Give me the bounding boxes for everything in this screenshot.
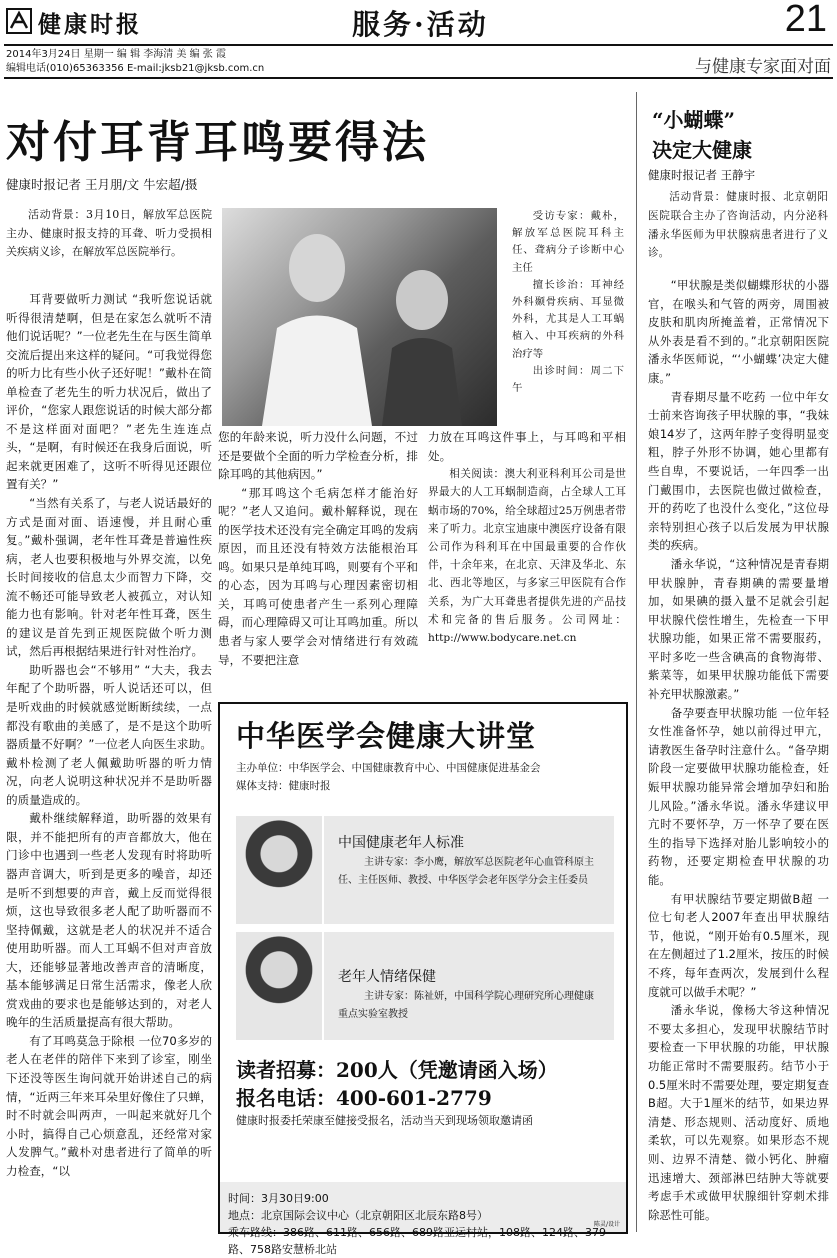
ad-credit: 陈灵/设计 [593, 1221, 620, 1228]
main-col-1 [6, 290, 212, 1180]
talk-1-speaker: 主讲专家：李小鹰，解放军总医院老年心血管科原主任、主任医师、教授、中华医学会老年医学分会主任委员 [338, 857, 594, 886]
talk-2-title: 老年人情绪保健 [338, 969, 436, 985]
exam-photo [222, 208, 497, 426]
paragraph: 有甲状腺结节要定期做B超 一位七旬老人2007年查出甲状腺结节，他说，“刚开始有0.5厘米，现在左侧超过了1.2厘米，按压的时候不疼，每年查两次，发展到什么程度就可以做手术呢？” [648, 891, 829, 999]
date-line: 2014年3月24日 星期一 编 辑 李海清 美 编 张 霞 [6, 49, 226, 60]
expert-info [512, 208, 624, 397]
paragraph: 您的年龄来说，听力没什么问题，不过还是要做个全面的听力学检查分析，排除耳鸣的其他病因。” [218, 430, 418, 482]
page-number: 21 [784, 0, 827, 40]
doctor-child-illustration [222, 208, 497, 426]
paragraph: 戴朴继续解释道，助听器的效果有限，并不能把所有的声音都放大，他在门诊中也遇到一些老人发现有时将助听器声音调大，听到是更多的噪音，却还是听不到想要的声音，戴上反而觉得很烦，这也导致很多老人配了助听器而不坚持佩戴，这就是老人的状况并不适合使用助听器。而人工耳蜗不但对声音放大，还能够显著地改善声音的清晰度，基本能够满足日常生活需求，像老人欣赏戏曲的要求也是能够达到的，对老人晚年的生活质量提高有很大帮助。 [6, 811, 212, 1030]
main-lead [6, 206, 212, 262]
logo-mark-icon [6, 8, 32, 34]
column-divider [636, 92, 637, 1232]
event-time: 时间：3月30日9:00 [228, 1192, 329, 1205]
paragraph: 潘永华说，像杨大爷这种情况不要太多担心，发现甲状腺结节时要检查一下甲状腺的功能，甲状腺功能正常时不需要服药。结节小于0.5厘米时不需要处理，要定期复查B超。大于1厘米的结节，如果边界清楚、形态规则、活动度好、质地柔软，可以先观察。如果形态不规则、边界不清楚、微小钙化、肿瘤迅速增大、颈部淋巴结肿大等就要考虑手术或做甲状腺细针穿刺术排除恶性可能。 [648, 1003, 829, 1222]
paragraph: “当然有关系了，与老人说话最好的方式是面对面、语速慢，并且耐心重复。”戴朴强调，老年性耳聋是普遍性疾病，老人也要积极地与外界交流，以免长时间接收的信息太少而智力下降，交流不畅还可能导致老人被孤立，对认知能力也有影响。针对老年性耳聋，医生的建议是首先到正规医院做个听力测试，然后再根据结果进行针对性治疗。 [6, 496, 212, 659]
talk-1-title: 中国健康老年人标准 [338, 835, 464, 851]
paragraph: 耳背要做听力测试 “我听您说话就听得很清楚啊，但是在家怎么就听不清他们说话呢？”一位老先生在与医生简单交流后提出来这样的疑问。“可我觉得您的听力比有些小伙子还好呢！”戴朴在简单检查了老先生的听力状况后，做出了评价，“您家人跟您说话的时候大部分都不是这样面对面吧？”老先生连连点头，“是啊，有时候还在我身后面说，听起来就更困难了，这听不听得见还跟位置有关？” [6, 292, 212, 492]
paragraph: 助听器也会“不够用” “大夫，我去年配了个助听器，听人说话还可以，但是听戏曲的时候就感觉断断续续，一点都没有歌曲的美感了，是不是这个助听器质量不好啊？”一位老人向医生求助。戴朴检测了老人佩戴助听器的听力情况，向老人说明这种状况并不是助听器的质量造成的。 [6, 662, 212, 807]
side-headline-2: 决定大健康 [652, 138, 752, 162]
paragraph: “那耳鸣这个毛病怎样才能治好呢？”老人又追问。戴朴解释说，现在的医学技术还没有完全确定耳鸣的发病原因，而且还没有特效方法能根治耳鸣。如果只是单纯耳鸣，则要有个平和的心态，因为耳鸣与心理因素密切相关，耳鸣可使患者产生一系列心理障碍，而心理障碍又可让耳鸣加重。所以患者与家人要学会对情绪进行有效疏导，不要把注意 [218, 485, 418, 667]
expert-line: 受访专家：戴朴，解放军总医院耳科主任、聋病分子诊断中心主任 [512, 210, 624, 274]
ad-title: 中华医学会健康大讲堂 [236, 719, 537, 753]
side-body [648, 276, 829, 1224]
speaker-photo-1 [236, 816, 322, 924]
side-lead-text: 活动背景：健康时报、北京朝阳医院联合主办了咨询活动，内分泌科潘永华医师为甲状腺病患者进行了义诊。 [648, 191, 828, 260]
paragraph: 潘永华说，“这种情况是青春期甲状腺肿，青春期碘的需要量增加，如果碘的摄入量不足就会引起甲状腺代偿性增生，先检查一下甲状腺功能，如果正常不需要服药，平时多吃一些含碘高的食物海带、紫菜等，如果甲状腺功能低下需要补充甲状腺激素。” [648, 556, 829, 702]
paragraph: 力放在耳鸣这件事上，与耳鸣和平相处。 [428, 430, 626, 463]
specialty-line: 擅长诊治：耳神经外科颞骨疾病、耳显微外科，尤其是人工耳蜗植入、中耳疾病的外科治疗等 [512, 278, 624, 360]
logo-text: 健康时报 [38, 11, 142, 38]
header-rule [4, 44, 833, 46]
ad-media: 媒体支持：健康时报 [236, 780, 331, 792]
masthead-logo [6, 6, 142, 38]
event-place: 地点：北京国际会议中心（北京朝阳区北辰东路8号） [228, 1209, 488, 1222]
column-banner: 与健康专家面对面 [695, 57, 831, 77]
paragraph: 备孕要查甲状腺功能 一位年轻女性准备怀孕，她以前得过甲亢，请教医生备孕时注意什么。“备孕期阶段一定要做甲状腺功能检查，妊娠甲状腺功能异常会增加孕妇和胎儿风险。”潘永华说。潘永华建议甲亢时不要怀孕，万一怀孕了要在医生的指导下选择对胎儿影响较小的药物，还要定期检查甲状腺的功能。 [648, 705, 829, 887]
related-reading: 相关阅读：澳大利亚科利耳公司是世界最大的人工耳蜗制造商，占全球人工耳蜗市场的70%，给全球超过25万例患者带来了听力。北京宝迪康中澳医疗设备有限公司作为科利耳在中国最重要的合作伙伴，十余年来，在北京、天津及华北、东北、西北等地区，与多家三甲医院有合作关系，为广大耳聋患者提供先进的产品技术和完备的售后服务。公司网址：http://www.bodycare.net.cn [428, 468, 626, 644]
side-byline: 健康时报记者 王静宇 [648, 168, 756, 182]
paragraph: “甲状腺是类似蝴蝶形状的小器官，在喉头和气管的两旁，周围被皮肤和肌肉所掩盖着，正常情况下从外表是看不到的。”北京朝阳医院潘永华医师说，“‘小蝴蝶’决定大健康。” [648, 278, 829, 385]
lecture-ad [218, 702, 628, 1256]
clinic-line: 出诊时间：周二下午 [512, 364, 624, 395]
speaker-photo-2 [236, 932, 322, 1040]
ad-host: 主办单位：中华医学会、中国健康教育中心、中国健康促进基金会 [236, 762, 541, 774]
paragraph: 有了耳鸣莫急于除根 一位70多岁的老人在老伴的陪伴下来到了诊室，刚坐下还没等医生询问就开始讲述自己的病情，“近两三年来耳朵里好像住了只蝉，时不时就会叫两声，一叫起来就好几个小时，搞得自己心烦意乱，还经常对家人发脾气。”戴朴对患者进行了简单的听力检查，“以 [6, 1033, 212, 1178]
event-bus: 乘车路线：386路、611路、656路、689路亚运村站，108路、124路、379路、758路安慧桥北站 [228, 1226, 606, 1256]
talk-1-panel [324, 816, 614, 924]
side-headline-1: “小蝴蝶” [652, 108, 736, 132]
paragraph: 青春期尽量不吃药 一位中年女士前来咨询孩子甲状腺的事，“我妹娘14岁了，这两年脖子变得明显变粗，脖子外形不协调，她心里都有些自卑，不要说话，一年四季一出门戴围巾，去医院也做过做检查，开的药吃了也没什么变化，”这位母亲特别担心孩子以后发展为甲状腺类的疾病。 [648, 389, 829, 553]
recruit-line: 读者招募：200人（凭邀请函入场） [236, 1058, 558, 1082]
main-byline: 健康时报记者 王月朋/文 牛宏超/摄 [6, 177, 198, 192]
section-title: 服务·活动 [352, 8, 489, 41]
ad-note: 健康时报委托荣康至健接受报名，活动当天到现场领取邀请函 [236, 1114, 533, 1127]
main-col-2 [218, 428, 418, 669]
side-lead [648, 188, 828, 263]
contact-line: 编辑电话(010)65363356 E-mail:jksb21@jksb.com.cn [6, 63, 265, 74]
lead-text: 活动背景：3月10日，解放军总医院主办、健康时报支持的耳聋、听力受损相关疾病义诊，在解放军总医院举行。 [6, 208, 212, 258]
talk-2-speaker: 主讲专家：陈祉妍，中国科学院心理研究所心理健康重点实验室教授 [338, 991, 594, 1020]
main-headline: 对付耳背耳鸣要得法 [6, 117, 429, 168]
phone-line: 报名电话：400-601-2779 [236, 1086, 492, 1110]
main-col-3 [428, 428, 626, 647]
talk-2-panel [324, 932, 614, 1040]
header-rule-2 [4, 77, 833, 79]
